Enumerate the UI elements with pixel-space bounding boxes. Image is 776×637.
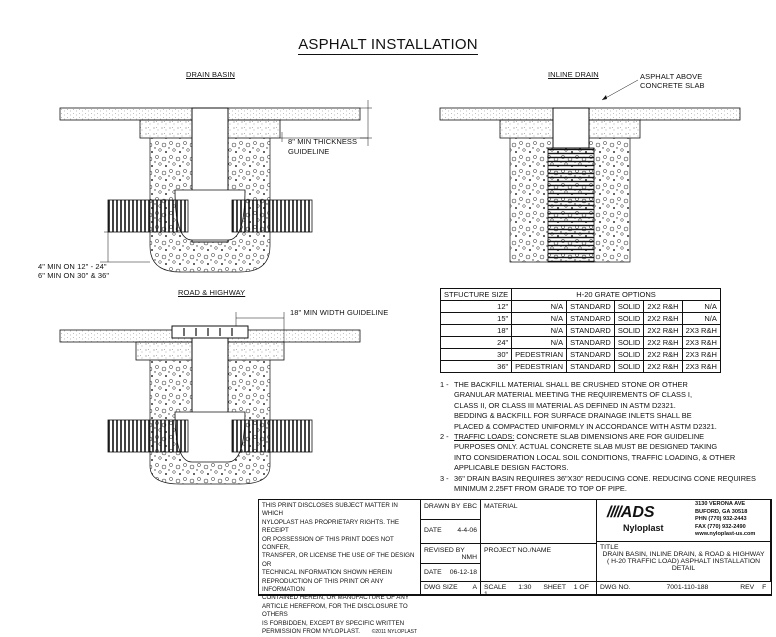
table-cell: SOLID [614,301,644,313]
dwg-number: DWG NO. 7001-110-188 REV F [597,582,771,595]
table-cell: STANDARD [567,337,615,349]
table-cell: SOLID [614,337,644,349]
project-name: PROJECT NO./NAME [481,544,597,582]
road-highway-label: ROAD & HIGHWAY [178,288,246,297]
table-cell: STANDARD [567,361,615,373]
table-cell: N/A [512,337,567,349]
table-cell: 2X2 R&H [644,337,682,349]
table-cell: 12" [441,301,512,313]
table-cell: 30" [441,349,512,361]
table-cell: STANDARD [567,349,615,361]
table-row [441,301,721,313]
table-cell: SOLID [614,349,644,361]
table-cell: SOLID [614,325,644,337]
thickness-callout-1: 8" MIN THICKNESS [288,137,358,146]
table-cell: PEDESTRIAN [512,361,567,373]
asphalt-callout-1: ASPHALT ABOVE [640,72,703,81]
table-row [441,361,721,373]
note-1: 1 - THE BACKFILL MATERIAL SHALL BE CRUSHED STONE OR OTHER GRANULAR MATERIAL MEETING THE REQUIREMENTS OF CLASS I, CLASS II, OR CLASS III MATERIAL AS DEFINED IN ASTM D2321. BEDDING & BACKFILL FOR SURFACE DRAINAGE INLETS SHALL BE PLACED & COMPACTED UNIFORMLY IN ACCORDANCE WITH ASTM D2321. [440,380,717,431]
table-cell: 2X3 R&H [682,325,720,337]
table-cell: 24" [441,337,512,349]
road-highway-detail [60,312,360,484]
date-drawn: DATE 4-4-06 [421,520,481,544]
company-address: 3130 VERONA AVE BUFORD, GA 30518 PHN (770) 932-2443 FAX (770) 932-2490 www.nyloplast-us.com [695,501,756,538]
table-cell: STANDARD [567,313,615,325]
table-cell: 2X2 R&H [644,325,682,337]
table-cell: SOLID [614,313,644,325]
table-row [441,349,721,361]
depth-callout-2: 6" MIN ON 30" & 36" [38,271,110,280]
table-cell: N/A [512,301,567,313]
revised-by: REVISED BY NMH [421,544,481,564]
table-cell: 15" [441,313,512,325]
table-cell: 2X3 R&H [682,361,720,373]
table-cell: 2X2 R&H [644,301,682,313]
drain-basin-detail [60,100,372,272]
table-cell: PEDESTRIAN [512,349,567,361]
table-cell: N/A [512,313,567,325]
disclaimer: THIS PRINT DISCLOSES SUBJECT MATTER IN WHICH NYLOPLAST HAS PROPRIETARY RIGHTS. THE RECEIPT OR POSSESSION OF THIS PRINT DOES NOT CONFER, TRANSFER, OR LICENSE THE USE OF THE DESIGN OR TECHNICAL INFORMATION SHOWN HEREIN REPRODUCTION OF THIS PRINT OR ANY INFORMATION CONTAINED HEREIN, OR MANUFACTURE OF ANY ARTICLE HEREFROM, FOR THE DISCLOSURE TO OTHERS IS FORBIDDEN, EXCEPT BY SPECIFIC WRITTEN PERMISSION FROM NYLOPLAST. ©2011 NYLOPLAST [259,500,421,595]
table-cell: 2X2 R&H [644,313,682,325]
note-2: 2 - TRAFFIC LOADS: CONCRETE SLAB DIMENSIONS ARE FOR GUIDELINE PURPOSES ONLY. ACTUAL CONCRETE SLAB MUST BE DESIGNED TAKING INTO CONSIDERATION LOCAL SOIL CONDITIONS, TRAFFIC LOADING, & OTHER APPLICABLE DESIGN FACTORS. [440,432,736,473]
inline-drain-detail [440,80,740,262]
drawn-by: DRAWN BY EBC [421,500,481,520]
material: MATERIAL [481,500,597,544]
table-cell: 2X2 R&H [644,361,682,373]
drain-basin-label: DRAIN BASIN [186,70,236,79]
table-cell: SOLID [614,361,644,373]
note-3: 3 - 36" DRAIN BASIN REQUIRES 36"X30" REDUCING CONE. REDUCING CONE REQUIRES MINIMUM 2.25FT FROM GRADE TO TOP OF PIPE. [440,473,756,494]
table-cell: 36" [441,361,512,373]
table-header-size: STFUCTURE SIZE [441,289,512,301]
table-row [441,325,721,337]
pipe-right [232,200,312,232]
nyloplast-logo: Nyloplast [623,523,664,533]
ads-logo: ////ADS [607,504,655,521]
date-revised: DATE 06-12-18 [421,564,481,582]
table-header-options: H-20 GRATE OPTIONS [512,289,721,301]
table-cell: STANDARD [567,301,615,313]
table-cell: 2X2 R&H [644,349,682,361]
scale-sheet: SCALE 1:30 SHEET 1 OF 1 [481,582,597,595]
installation-notes [440,380,760,494]
width-callout: 18" MIN WIDTH GUIDELINE [290,308,389,317]
table-cell: N/A [512,325,567,337]
thickness-callout-2: GUIDELINE [288,147,330,156]
dwg-size: DWG SIZE A [421,582,481,595]
company-block [597,500,771,542]
table-cell: 2X3 R&H [682,349,720,361]
depth-callout-1: 4" MIN ON 12" - 24" [38,262,107,271]
table-cell: STANDARD [567,325,615,337]
table-cell: 18" [441,325,512,337]
pipe-left [108,200,188,232]
title-block [258,499,772,636]
inline-drain-label: INLINE DRAIN [548,70,599,79]
asphalt-callout-2: CONCRETE SLAB [640,81,705,90]
table-row [441,313,721,325]
drawing-title: TITLE DRAIN BASIN, INLINE DRAIN, & ROAD & HIGHWAY ( H-20 TRAFFIC LOAD) ASPHALT INSTALLATION DETAIL [597,542,771,582]
page-title: ASPHALT INSTALLATION [298,36,478,53]
table-row [441,337,721,349]
grate-options-table [440,288,721,373]
inline-riser [553,108,589,148]
inline-pipe [548,148,594,262]
table-cell: N/A [682,313,720,325]
table-cell: N/A [682,301,720,313]
table-cell: 2X3 R&H [682,337,720,349]
